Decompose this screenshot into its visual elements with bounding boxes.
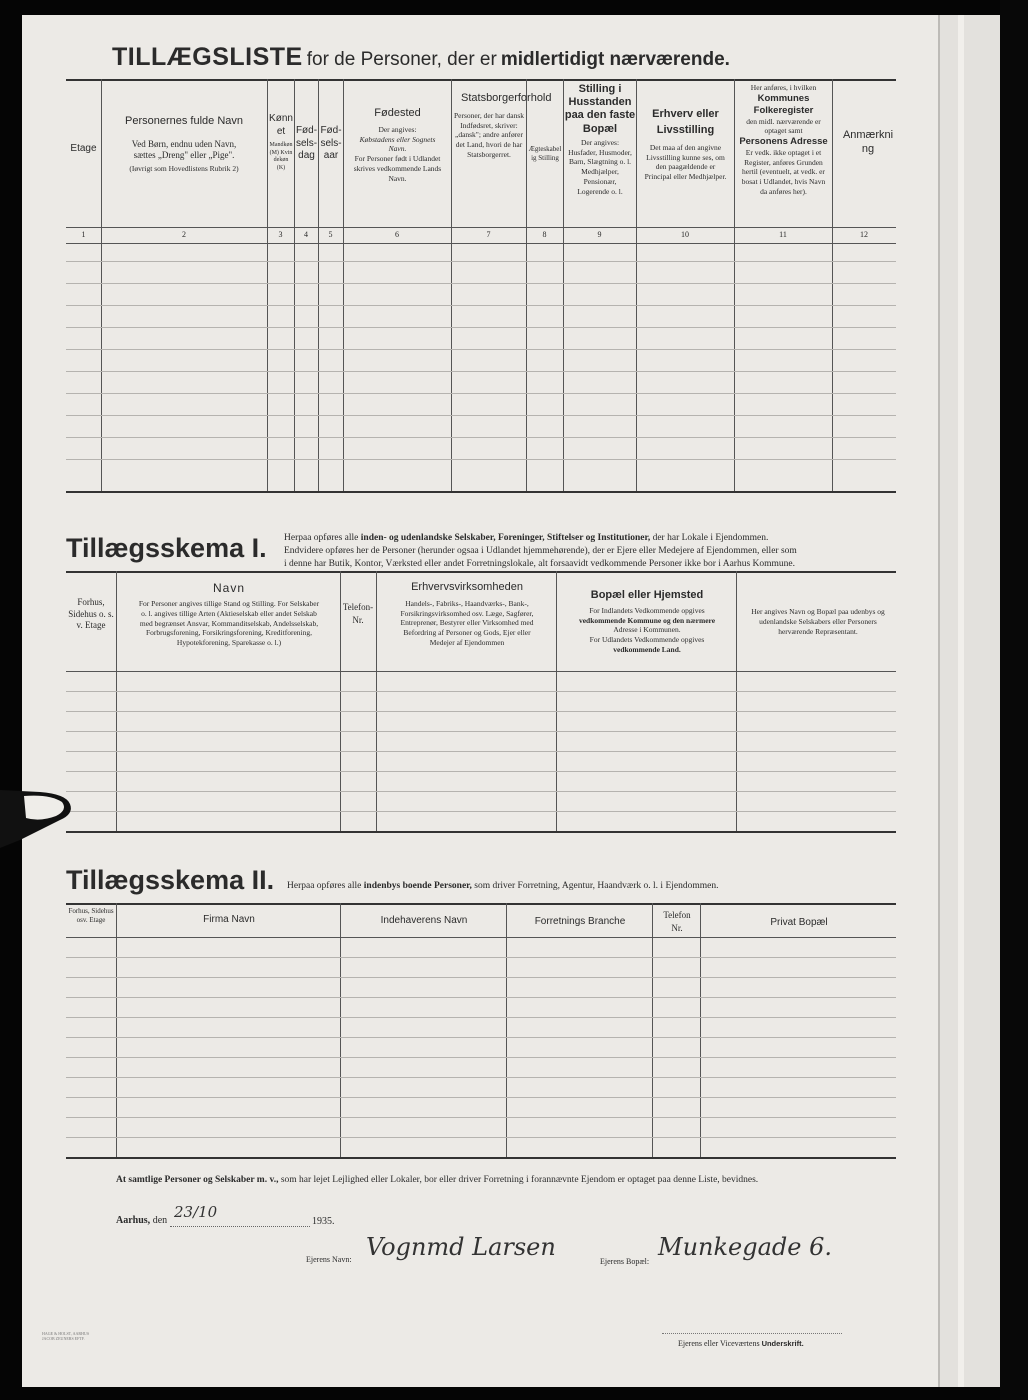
owner-addr-handwritten: Munkegade 6. <box>658 1233 832 1261</box>
col-adresse-title-2: Kommunes Folkeregister <box>753 92 814 116</box>
title-rest-2: midlertidigt nærværende. <box>500 49 730 70</box>
skema-1-intro-1a: Herpaa opføres alle <box>284 533 359 543</box>
col-fodested-title: Fødested <box>374 107 421 119</box>
col-num: 4 <box>304 230 308 239</box>
s2-col-firma: Firma Navn <box>203 914 255 925</box>
col-num: 10 <box>681 230 689 239</box>
s1-col-erhverv-sub: Handels-, Fabriks-, Haandværks-, Bank-, Forsikringsvirksomhed osv. Læge, Sagfører, Entreprenør, Bestyrer eller Virksomhed med Befordring af Personer og Gods, Ejer eller Medejer af Ejendommen <box>400 598 534 647</box>
col-num: 3 <box>278 230 283 239</box>
s2-col-privat: Privat Bopæl <box>770 917 828 928</box>
col-navn-title: Personernes fulde Navn <box>124 115 243 127</box>
skema-2-intro-a: Herpaa opføres alle <box>287 881 362 891</box>
col-num: 9 <box>597 230 602 239</box>
col-fodested-header <box>346 107 449 183</box>
page-title <box>112 43 730 72</box>
title-main: TILLÆGSLISTE <box>112 43 303 71</box>
s1-col-bopael-sub-1: For Indlandets Vedkommende opgives <box>589 605 705 615</box>
col-stats-title: Statsborgerforhold <box>461 92 552 104</box>
col-fodested-sub-1: Der angives: <box>378 124 417 134</box>
col-dag-header <box>295 125 318 163</box>
col-kon-title: Kønnet <box>269 113 293 137</box>
s1-col-navn-sub: For Personer angives tillige Stand og Stilling. For Selskaber o. l. angives tillige Arten (Aktieselskab eller andet Selskab med begrænset Ansvar, Kommanditselskab, Andelsselskab, Forbrugsforening, Forsikringsforening, Kreditforening, Hypotekforening, Sparekasse o. l.) <box>138 599 320 647</box>
adjacent-page-edge <box>958 15 964 1387</box>
printer-mark-2: JACOB ZEUNERS EFTF. <box>42 1336 85 1342</box>
s1-col-bopael <box>558 589 736 655</box>
printer-mark <box>42 1331 89 1341</box>
owner-addr-label: Ejerens Bopæl: <box>600 1257 650 1266</box>
declaration <box>116 1175 758 1185</box>
col-fodested-sub-3: For Personer født i Udlandet skrives vedkommende Lands Navn. <box>353 154 442 183</box>
col-num: 6 <box>395 230 399 239</box>
s1-col-bopael-sub-5: vedkommende Land. <box>613 644 681 654</box>
declaration-a: At samtlige Personer og Selskaber m. v., <box>116 1175 279 1185</box>
col-kon-header <box>268 113 294 172</box>
col-num: 12 <box>860 230 868 239</box>
owner-name-handwritten: Vognmd Larsen <box>366 1233 556 1261</box>
col-navn-sub-3: (Iøvrigt som Hovedlistens Rubrik 2) <box>129 164 239 174</box>
s2-col-forhus: Forhus, Sidehus osv. Etage <box>68 907 114 925</box>
col-aegte-title: Ægteskabelig Stilling <box>528 145 562 162</box>
place-label: Aarhus, <box>116 1215 151 1226</box>
col-adresse-sub: Er vedk. ikke optaget i et Register, anføres Grunden hertil (eventuelt, at vedk. er bosat i Udlandet, hvis Navn da anføres her). <box>741 147 826 196</box>
s1-col-bopael-sub-4: For Udlandets Vedkommende opgives <box>589 635 705 644</box>
col-stilling-title: Stilling i Husstanden paa den faste Bopæl <box>564 83 636 135</box>
s1-col-bopael-sub-2: vedkommende Kommune og den nærmere <box>578 615 716 625</box>
col-num: 5 <box>328 230 333 239</box>
skema-2-title: Tillægsskema II. <box>66 865 275 895</box>
s2-col-branche: Forretnings Branche <box>534 916 626 927</box>
col-adresse-title-1: Her anføres, i hvilken <box>750 83 817 92</box>
col-adresse-title-4: Personens Adresse <box>739 136 828 147</box>
signature-label <box>678 1339 804 1348</box>
col-adresse-title-3: den midl. nærværende er optaget samt <box>746 116 821 136</box>
s1-col-forhus: Forhus, Sidehus o. s. v. Etage <box>68 597 114 631</box>
skema-1-intro-3: i denne har Butik, Kontor, Værksted eller andet Forretningslokale, alt forsaavidt vedkommende Personer ikke bor i Aarhus Kommune. <box>284 558 796 569</box>
s1-col-bopael-sub-3: Adresse i Kommunen. <box>613 625 681 635</box>
col-stilling-sub: Der angives: Husfader, Husmoder, Barn, Slægtning o. l. Medhjælper, Pensionær, Logerende o. l. <box>568 137 632 196</box>
s1-col-navn <box>118 581 340 648</box>
scan-border <box>1000 0 1028 1400</box>
s1-col-repr: Her angives Navn og Bopæl paa udenbys og udenlandske Selskabers eller Personers herværende Repræsentant. <box>751 607 885 636</box>
den-label: den <box>152 1215 168 1226</box>
s1-col-bopael-title: Bopæl eller Hjemsted <box>590 589 704 601</box>
col-num: 7 <box>486 230 491 239</box>
signature-label-a: Ejerens eller Viceværtens <box>678 1339 760 1348</box>
col-navn-sub-1: Ved Børn, endnu uden Navn, <box>131 138 237 149</box>
s1-col-erhverv-title: Erhvervsvirksomheden <box>411 581 523 593</box>
skema-1-intro-1c: der har Lokale i Ejendommen. <box>652 533 769 543</box>
year: 1935. <box>312 1216 335 1227</box>
col-aar-title: Fød-sels-aar <box>320 125 342 161</box>
skema-2-intro-c: som driver Forretning, Agentur, Haandværk o. l. i Ejendommen. <box>474 881 719 891</box>
col-navn-header <box>101 115 267 174</box>
col-num: 8 <box>542 230 547 239</box>
binder-clip <box>0 790 80 850</box>
col-erhverv-sub: Det maa af den angivne Livsstilling kunne ses, om den paagældende er Principal eller Medhjælper. <box>644 142 727 182</box>
col-kon-sub: Mandkøn (M) Kvindekøn (K) <box>269 142 293 171</box>
s2-col-indehaver: Indehaverens Navn <box>380 915 468 926</box>
title-rest-1: for de Personer, der er <box>306 49 497 70</box>
skema-1-intro-1b: inden- og udenlandske Selskaber, Foreninger, Stiftelser og Institutioner, <box>360 533 651 543</box>
skema-1-title: Tillægsskema I. <box>66 533 267 563</box>
date-line <box>116 1215 167 1226</box>
skema-2-intro-b: indenbys boende Personer, <box>363 881 472 891</box>
skema-2-intro <box>287 881 718 891</box>
col-fodested-sub-2: Købstadens eller Sognets Navn. <box>359 134 436 154</box>
col-stats-sub: Personer, der har dansk Indfødsret, skriver: „dansk"; andre anfører det Land, hvori de har Statsborgerret. <box>453 110 525 159</box>
s2-col-telefon: Telefon Nr. <box>663 910 691 933</box>
skema-1-intro-2: Endvidere opføres her de Personer (herunder ogsaa i Udlandet hjemmehørende), der er Ejere eller Medejere af Ejendommen, eller som <box>284 545 797 556</box>
date-handwritten: 23/10 <box>174 1203 218 1221</box>
declaration-b: som har lejet Lejlighed eller Lokaler, bor eller driver Forretning i forannævnte Ejendom er optaget paa denne Liste, bevidnes. <box>280 1175 759 1185</box>
s1-col-erhverv <box>378 581 556 648</box>
col-navn-sub-2: sættes „Dreng" eller „Pige". <box>133 150 235 160</box>
col-num: 1 <box>81 230 86 239</box>
col-num: 11 <box>779 230 787 239</box>
col-aar-header <box>319 125 343 163</box>
adjacent-page <box>938 15 1002 1387</box>
skema-1-intro <box>284 532 904 570</box>
col-anm-header <box>840 129 896 157</box>
owner-name-label: Ejerens Navn: <box>306 1255 352 1264</box>
col-erhverv-title: Erhverv eller Livsstilling <box>652 108 719 136</box>
s1-col-navn-title: Navn <box>212 581 245 595</box>
col-adresse-header <box>735 83 832 197</box>
col-dag-title: Fød-sels-dag <box>295 125 318 161</box>
col-etage-header <box>66 143 101 156</box>
col-aegte-header <box>528 145 562 163</box>
signature-label-b: Underskrift. <box>761 1339 804 1348</box>
col-anm-title: Anmærkning <box>842 129 894 155</box>
s1-col-telefon: Telefon-Nr. <box>342 602 374 625</box>
form-page <box>22 15 938 1387</box>
printer-mark-1: HAGE & HOLST, AARHUS <box>42 1331 90 1336</box>
col-etage-title: Etage <box>70 143 97 154</box>
col-num: 2 <box>182 230 186 239</box>
col-stilling-header <box>564 83 636 196</box>
col-erhverv-header <box>637 107 734 182</box>
